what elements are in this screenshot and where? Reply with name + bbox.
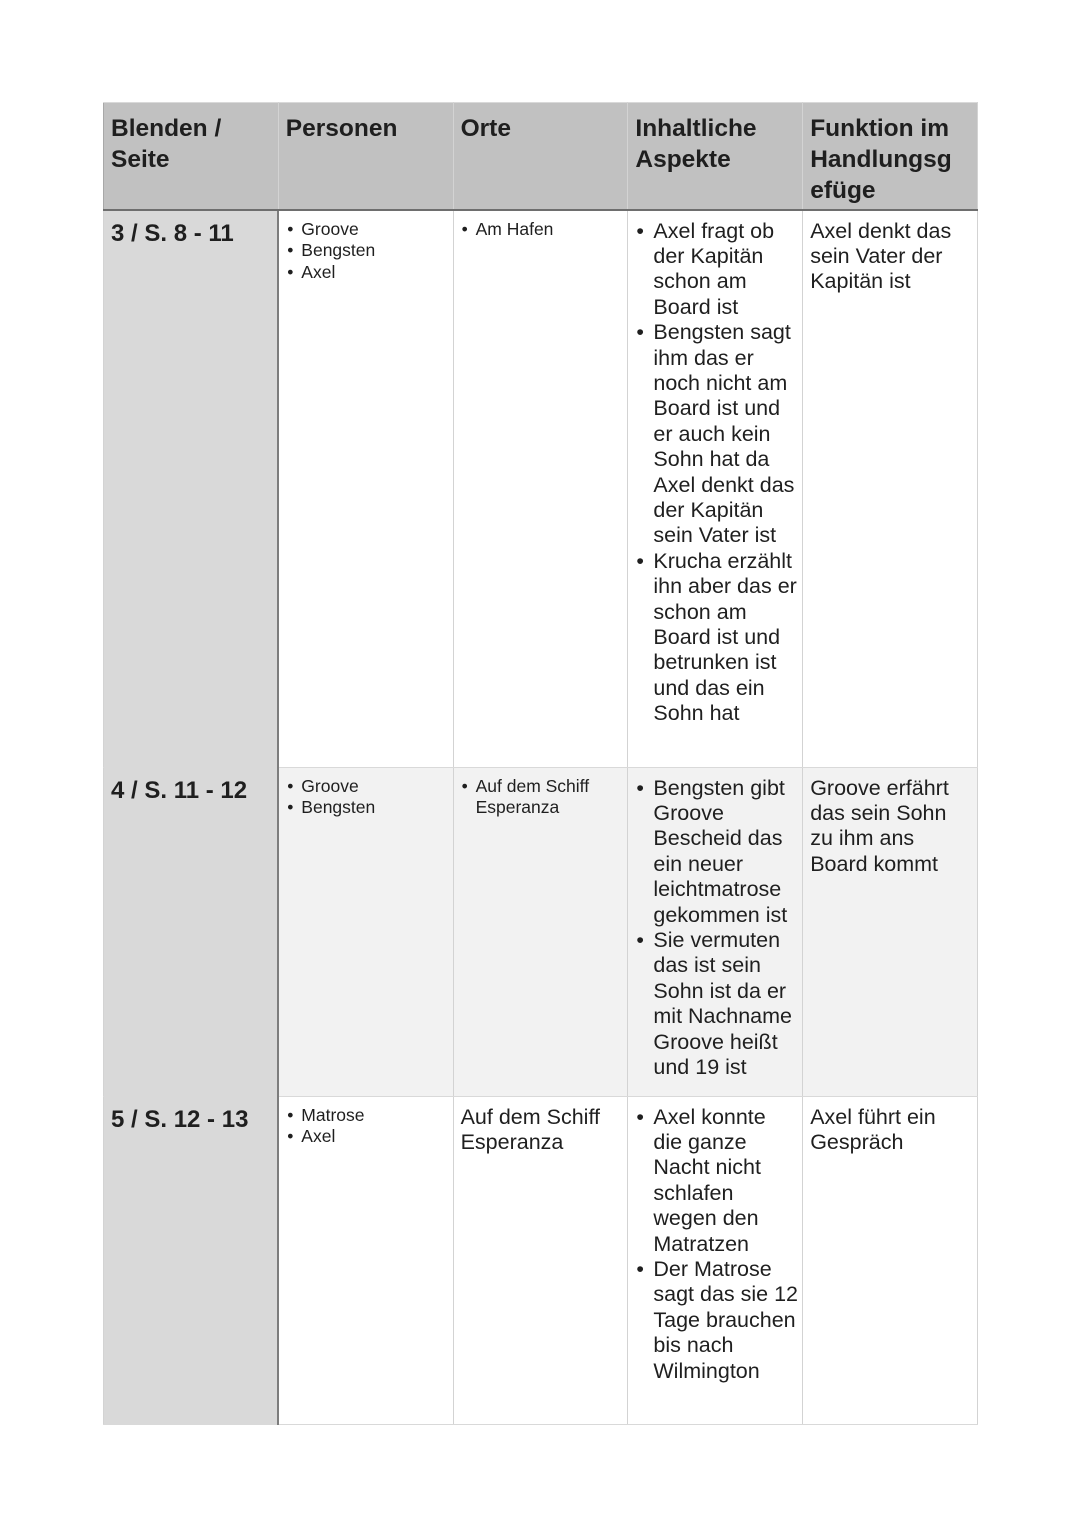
table-row xyxy=(104,767,978,1096)
list-item: • Axel xyxy=(287,261,336,282)
list-item: • Bengsten xyxy=(287,797,376,817)
orte-cell xyxy=(453,210,628,768)
list-item: • Krucha erzählt ihn aber das er schon am Board ist und betrunken ist und das ein Sohn hat xyxy=(636,548,797,726)
header-blenden: Blenden / Seite xyxy=(104,103,279,210)
inhalt-cell xyxy=(628,767,803,1096)
list-item: • Axel konnte die ganze Nacht nicht schlafen wegen den Matratzen xyxy=(636,1104,766,1256)
list-item: • Der Matrose sagt das sie 12 Tage brauchen bis nach Wilmington xyxy=(636,1256,799,1383)
inhalt-cell xyxy=(628,1096,803,1424)
funktion-cell: Axel führt ein Gespräch xyxy=(803,1096,978,1424)
list-item: • Sie vermuten das ist sein Sohn ist da er mit Nachname Groove heißt und 19 ist xyxy=(636,927,792,1079)
list-item: • Axel xyxy=(287,1126,336,1146)
list-item: • Groove xyxy=(287,775,359,796)
funktion-cell: Axel denkt das sein Vater der Kapitän ist xyxy=(803,210,978,768)
personen-cell xyxy=(278,210,453,768)
header-row xyxy=(104,103,978,210)
inhalt-cell xyxy=(628,210,803,768)
list-item: • Bengsten gibt Groove Bescheid das ein neuer leichtmatrose gekommen ist xyxy=(636,775,788,927)
table-row xyxy=(104,1096,978,1424)
personen-cell xyxy=(278,767,453,1096)
list-item: • Matrose xyxy=(287,1104,365,1125)
table-row xyxy=(104,210,978,768)
header-inhaltliche-aspekte: Inhaltliche Aspekte xyxy=(628,103,803,210)
blende-cell: 4 / S. 11 - 12 xyxy=(104,767,279,1096)
list-item: • Auf dem Schiff Esperanza xyxy=(461,775,590,817)
list-item: • Am Hafen xyxy=(461,218,554,239)
list-item: • Axel fragt ob der Kapitän schon am Board ist xyxy=(636,218,775,319)
story-table xyxy=(103,102,978,1425)
list-item: • Groove xyxy=(287,218,359,239)
funktion-cell: Groove erfährt das sein Sohn zu ihm ans Board kommt xyxy=(803,767,978,1096)
blende-cell: 5 / S. 12 - 13 xyxy=(104,1096,279,1424)
header-funktion: Funktion im Handlungsg efüge xyxy=(803,103,978,210)
personen-cell xyxy=(278,1096,453,1424)
list-item: • Bengsten xyxy=(287,240,376,260)
blende-cell: 3 / S. 8 - 11 xyxy=(104,210,279,768)
orte-cell xyxy=(453,767,628,1096)
orte-cell: Auf dem Schiff Esperanza xyxy=(453,1096,628,1424)
list-item: • Bengsten sagt ihm das er noch nicht am Board ist und er auch kein Sohn hat da Axel denkt das der Kapitän sein Vater ist xyxy=(636,320,795,548)
header-orte: Orte xyxy=(453,103,628,210)
header-personen: Personen xyxy=(278,103,453,210)
